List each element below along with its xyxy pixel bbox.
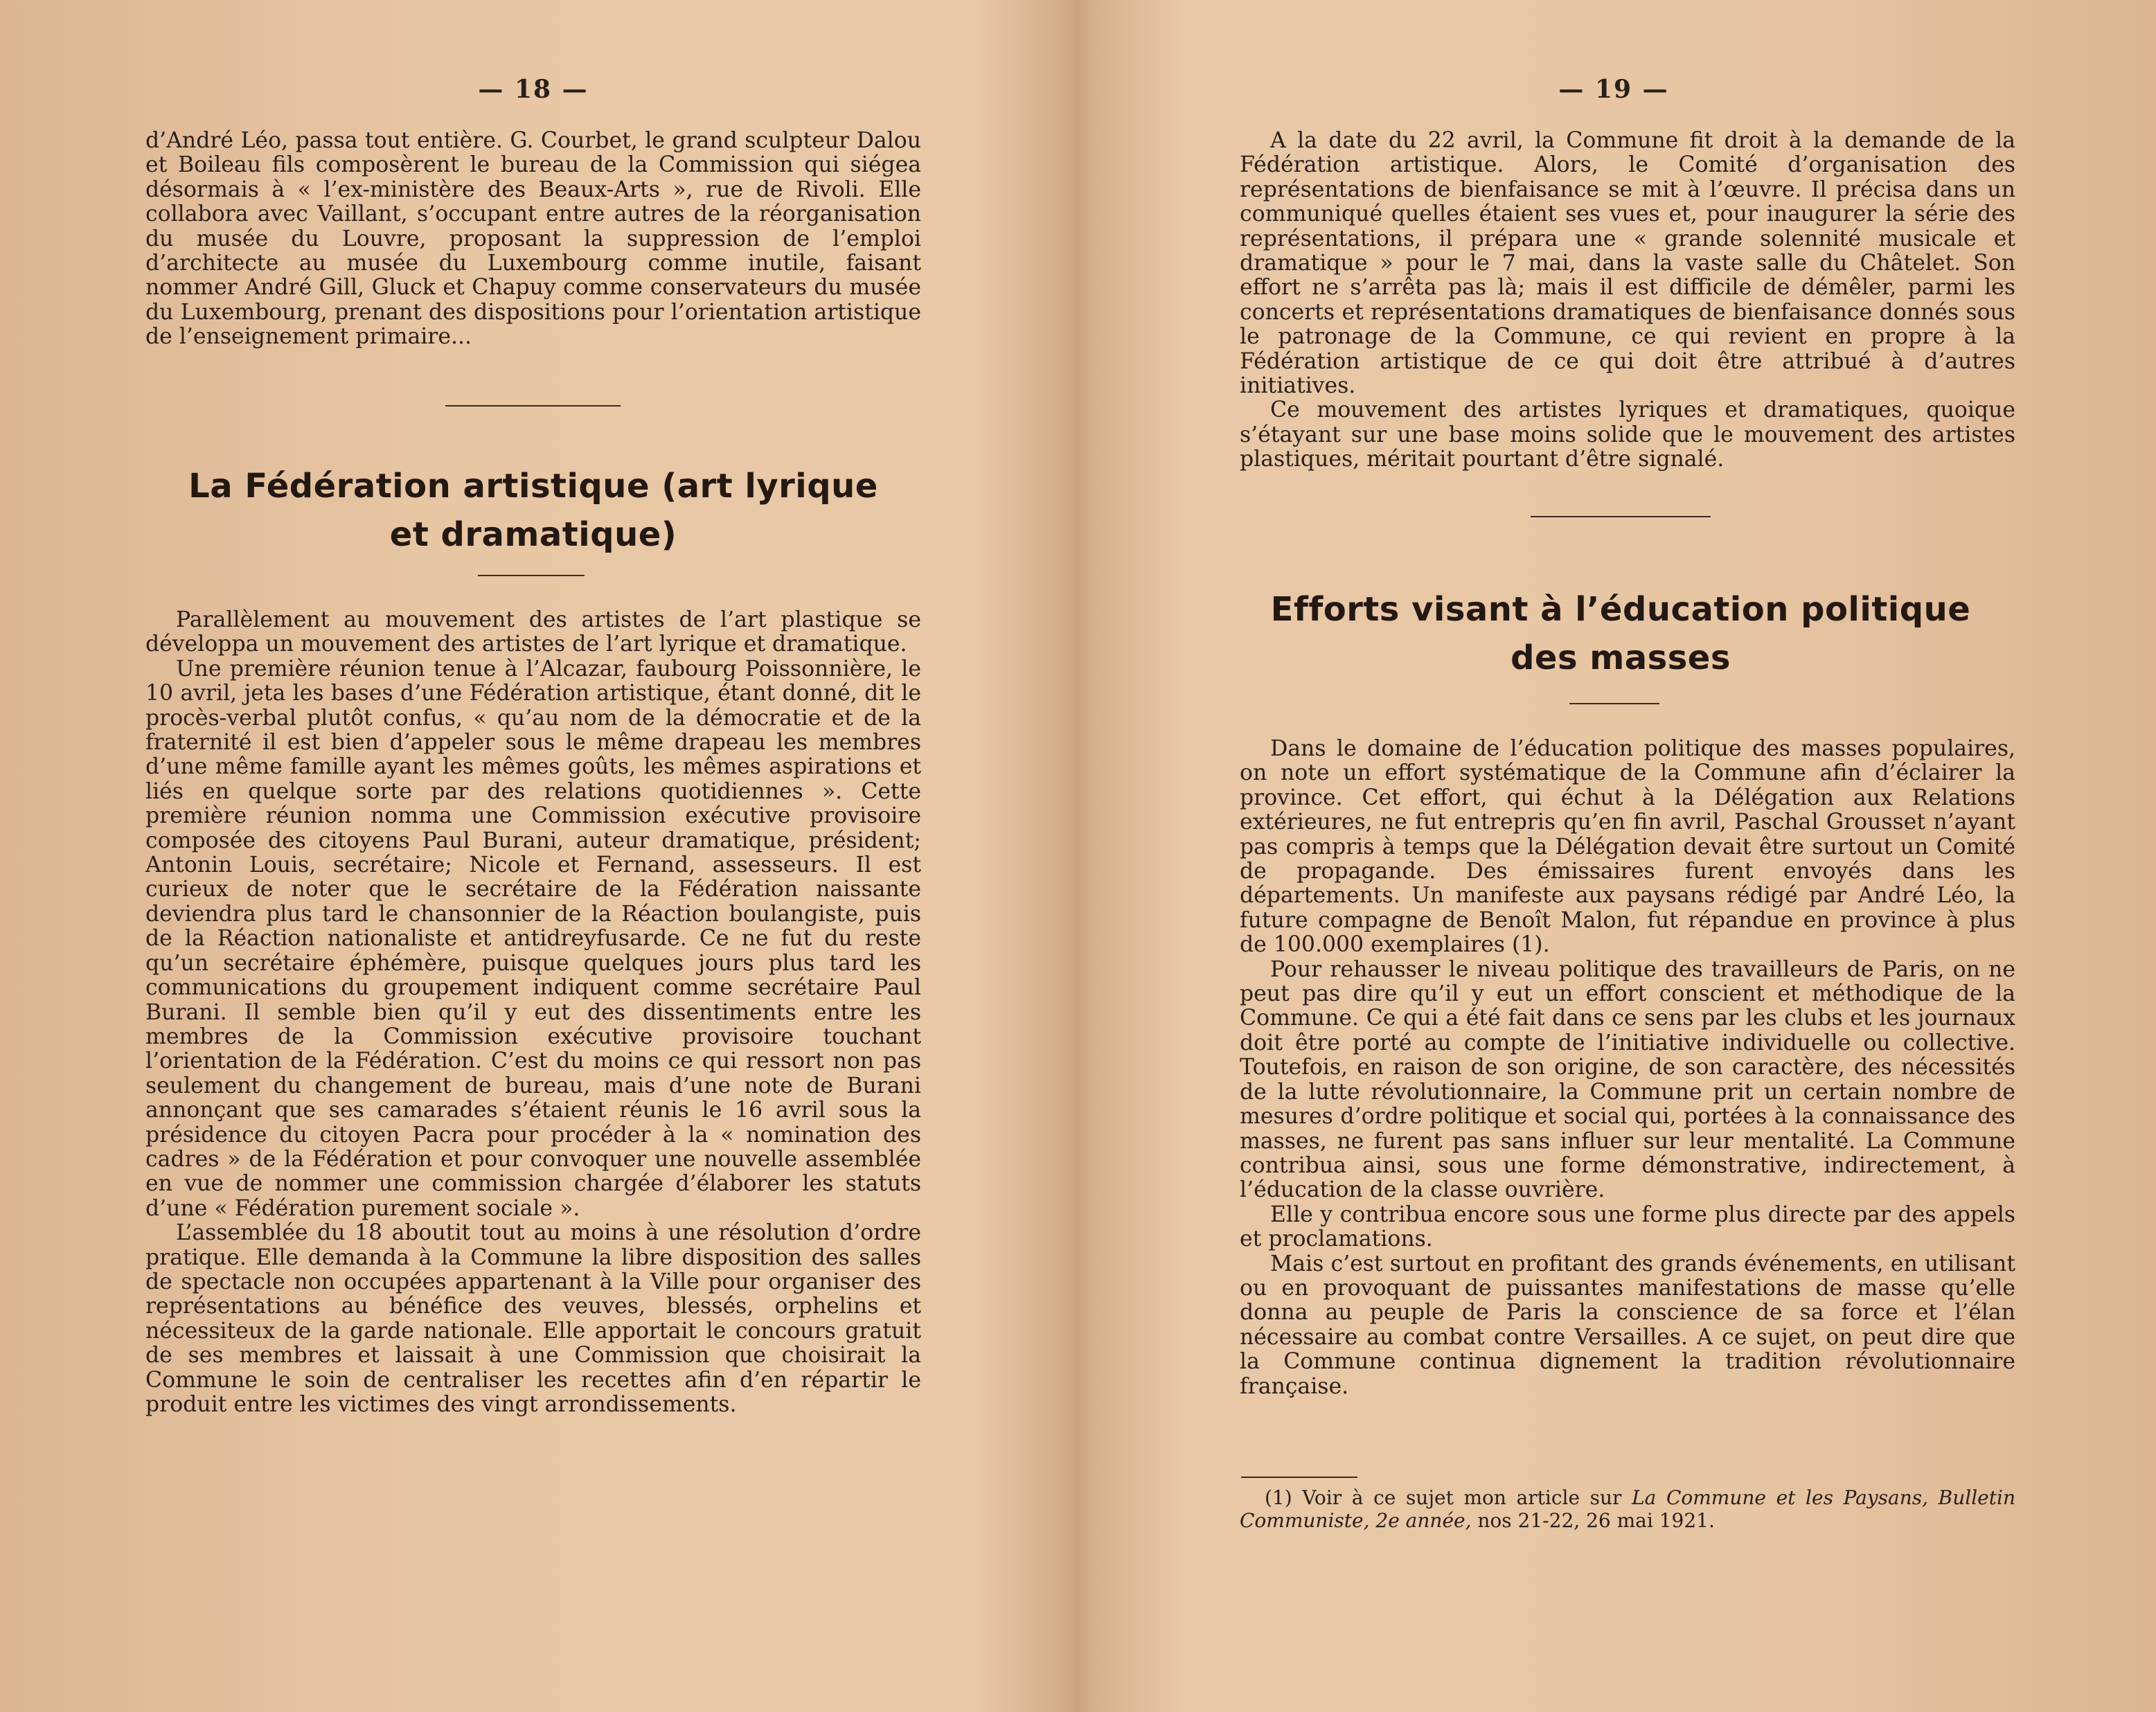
intro-text [1240, 129, 2015, 472]
section-title-line: La Fédération artistique (art lyrique [188, 467, 878, 506]
footnote-tail: nos 21-22, 26 mai 1921. [1471, 1509, 1715, 1532]
intro-text [145, 129, 921, 350]
paragraph: Mais c’est surtout en profitant des grands événements, en utilisant ou en provoquant de puissantes manifestations de masse qu’elle donna au peuple de Paris la conscience de sa force et l’élan nécessaire au combat contre Versailles. A ce sujet, on peut dire que la Commune continua dignement la tradition révolutionnaire française. [1240, 1251, 2015, 1399]
right-page [1078, 0, 2156, 1712]
footnote [1240, 1486, 2015, 1532]
section-title-line: et dramatique) [389, 515, 677, 554]
title-underline [1569, 703, 1659, 704]
paragraph: Une première réunion tenue à l’Alcazar, faubourg Poissonnière, le 10 avril, jeta les bases d’une Fédération artistique, étant donné, dit le procès-verbal plutôt confus, « qu’au nom de la démocratie et de la fraternité il est bien d’appeler sous le même drapeau les membres d’une même famille ayant les mêmes goûts, les mêmes aspirations et liés en quelque sorte par des relations quotidiennes ». Cette première réunion nomma une Commission exécutive provisoire composée des citoyens Paul Burani, auteur dramatique, président; Antonin Louis, secrétaire; Nicole et Fernand, assesseurs. Il est curieux de noter que le secrétaire de la Fédération naissante deviendra plus tard le chansonnier de la Réaction boulangiste, puis de la Réaction nationaliste et antidreyfusarde. Ce ne fut du reste qu’un secrétaire éphémère, puisque quelques jours plus tard les communications du groupement indiquent comme secrétaire Paul Burani. Il semble bien qu’il y eut des dissentiments entre les membres de la Commission exécutive provisoire touchant l’orientation de la Fédération. C’est du moins ce qui ressort non pas seulement du changement de bureau, mais d’une note de Burani annonçant que ses camarades s’étaient réunis le 16 avril sous la présidence du citoyen Pacra pour procéder à la « nomination des cadres » de la Fédération et pour convoquer une nouvelle assemblée en vue de nommer une commission chargée d’élaborer les statuts d’une « Fédération purement sociale ». [145, 656, 921, 1221]
section-title [1198, 585, 2043, 682]
section-divider [1531, 516, 1711, 517]
paragraph: d’André Léo, passa tout entière. G. Courbet, le grand sculpteur Dalou et Boileau fils composèrent le bureau de la Commission qui siégea désormais à « l’ex-ministère des Beaux-Arts », rue de Rivoli. Elle collabora avec Vaillant, s’occupant entre autres de la réorganisation du musée du Louvre, proposant la suppression de l’emploi d’architecte au musée du Luxembourg comme inutile, faisant nommer André Gill, Gluck et Chapuy comme conservateurs du musée du Luxembourg, prenant des dispositions pour l’orientation artistique de l’enseignement primaire... [145, 128, 921, 350]
paragraph: A la date du 22 avril, la Commune fit droit à la demande de la Fédération artistique. Alors, le Comité d’organisation des représentations de bienfaisance se mit à l’œuvre. Il précisa dans un communiqué quelles étaient ses vues et, pour inaugurer la série des représentations, il prépara une « grande solennité musicale et dramatique » pour le 7 mai, dans la vaste salle du Châtelet. Son effort ne s’arrêta pas là; mais il est difficile de démêler, parmi les concerts et représentations dramatiques de bienfaisance donnés sous le patronage de la Commune, ce qui revient en propre à la Fédération artistique de ce qui doit être attribué à d’autres initiatives. [1240, 128, 2015, 399]
title-underline [478, 575, 585, 576]
footnote-text [1240, 1486, 2015, 1532]
footnote-separator [1241, 1477, 1357, 1478]
paragraph: Dans le domaine de l’éducation politique des masses populaires, on note un effort systématique de la Commune afin d’éclairer la province. Cet effort, qui échut à la Délégation aux Relations extérieures, ne fut entrepris qu’en fin avril, Paschal Grousset n’ayant pas compris à temps que la Délégation devait être surtout un Comité de propagande. Des émissaires furent envoyés dans les départements. Un manifeste aux paysans rédigé par André Léo, la future compagne de Benoît Malon, fut répandue en province à plus de 100.000 exemplaires (1). [1240, 736, 2015, 958]
section-title-line: Efforts visant à l’éducation politique [1270, 590, 1971, 629]
paragraph: Pour rehausser le niveau politique des travailleurs de Paris, on ne peut pas dire qu’il y eut un effort conscient et méthodique de la Commune. Ce qui a été fait dans ce sens par les clubs et les journaux doit être porté au compte de l’initiative individuelle ou collective. Toutefois, en raison de son origine, de son caractère, des nécessités de la lutte révolutionnaire, la Commune prit un certain nombre de mesures d’ordre politique et social qui, portées à la connaissance des masses, ne furent pas sans influer sur leur mentalité. La Commune contribua ainsi, sous une forme démonstrative, indirectement, à l’éducation de la classe ouvrière. [1240, 956, 2015, 1203]
page-number: — 18 — [478, 75, 589, 104]
paragraph: Ce mouvement des artistes lyriques et dramatiques, quoique s’étayant sur une base moins solide que le mouvement des artistes plastiques, méritait pourtant d’être signalé. [1240, 398, 2015, 472]
section-title [125, 462, 942, 559]
page-number: — 19 — [1558, 75, 1669, 104]
paragraph: Parallèlement au mouvement des artistes de l’art plastique se développa un mouvement des artistes de l’art lyrique et dramatique. [145, 607, 921, 657]
footnote-lead: (1) Voir à ce sujet mon article sur [1265, 1486, 1632, 1509]
paragraph: L’assemblée du 18 aboutit tout au moins à une résolution d’ordre pratique. Elle demanda à la Commune la libre disposition des salles de spectacle non occupées appartenant à la Ville pour organiser des représentations au bénéfice des veuves, blessés, orphelins et nécessiteux de la garde nationale. Elle apportait le concours gratuit de ses membres et laissait à une Commission que choisirait la Commune le soin de centraliser les recettes afin d’en répartir le produit entre les victimes des vingt arrondissements. [145, 1220, 921, 1417]
section-body [1240, 737, 2015, 1399]
paragraph: Elle y contribua encore sous une forme plus directe par des appels et proclamations. [1240, 1202, 2015, 1252]
footnote-title: La Commune et les Paysans, Bulletin Communiste, 2e année, [1240, 1486, 2015, 1532]
section-title-line: des masses [1511, 639, 1731, 677]
section-divider [445, 405, 621, 407]
section-body [145, 608, 921, 1417]
